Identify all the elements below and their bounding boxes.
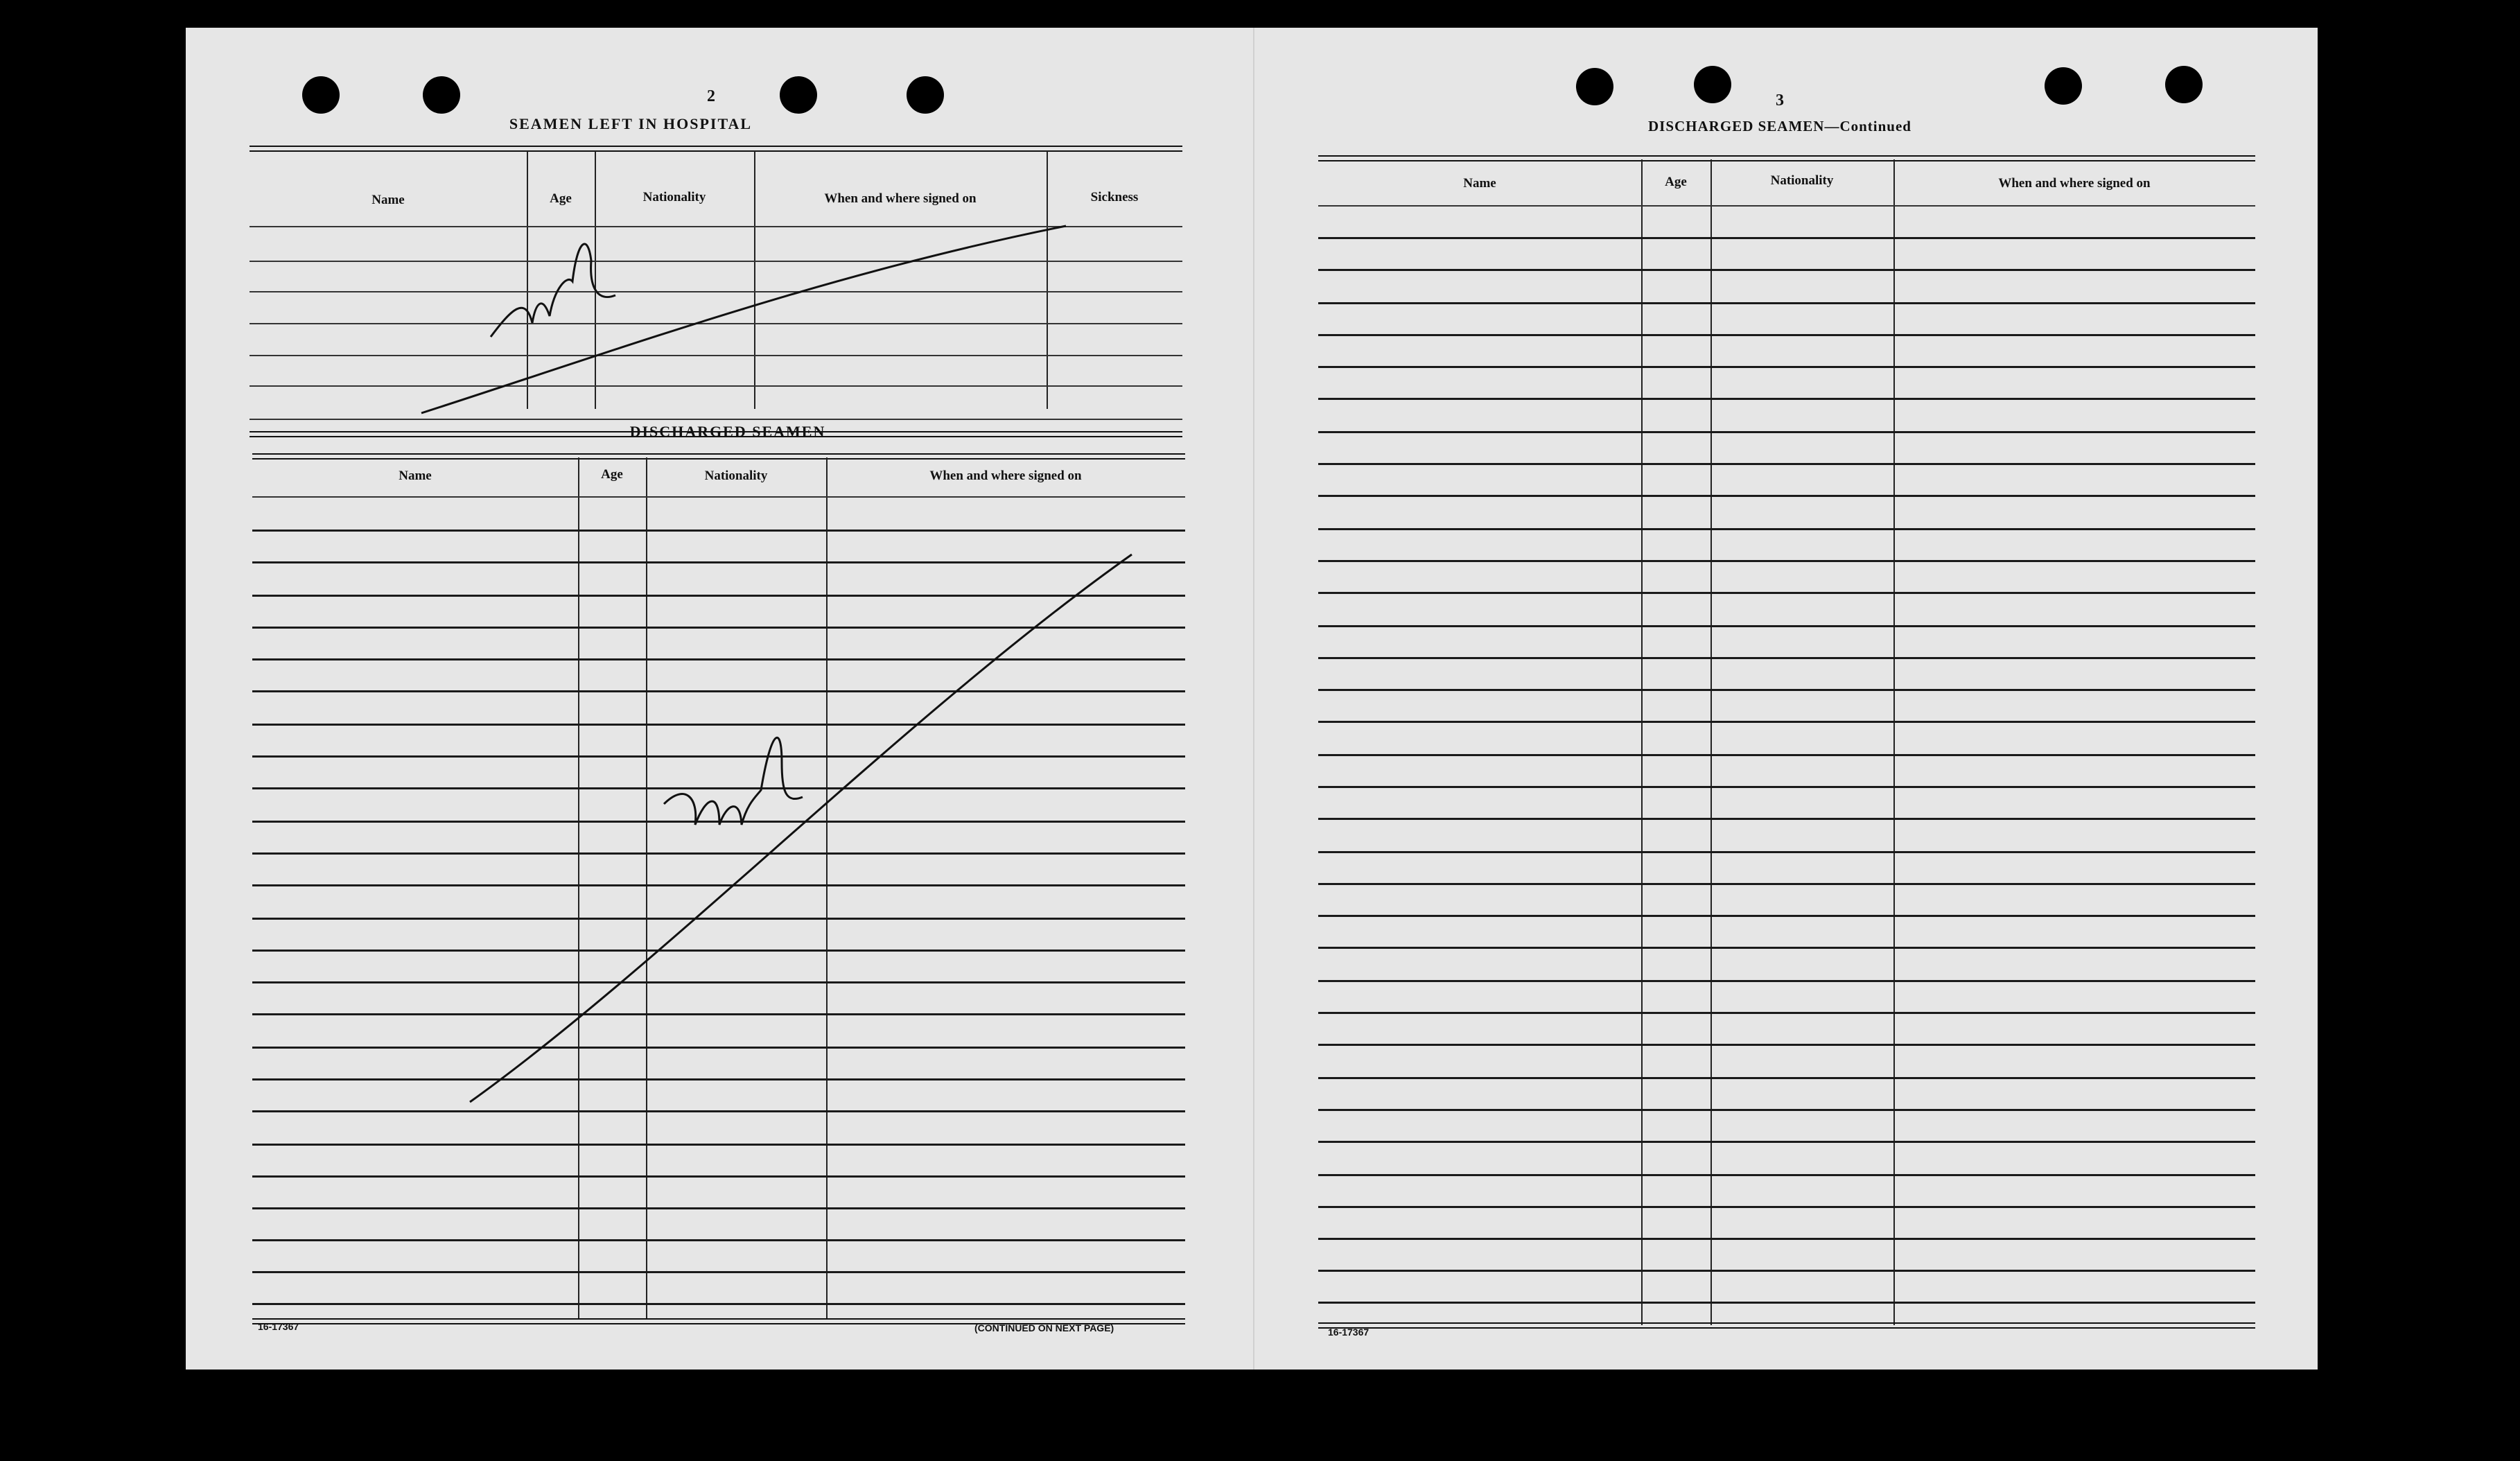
form-number: 16-17367 <box>1328 1327 1370 1338</box>
page-fold <box>1253 28 1254 1370</box>
punch-hole <box>780 76 817 114</box>
col-header-signed-on: When and where signed on <box>824 191 977 206</box>
page-number: 3 <box>1776 91 1784 110</box>
discharged-nil-strike <box>456 520 1135 1109</box>
discharged-continued-table <box>1318 155 2255 1347</box>
document-sheet <box>186 28 2318 1370</box>
punch-hole <box>2165 66 2203 103</box>
col-header-sickness: Sickness <box>1090 190 1139 204</box>
col-header-signed-on: When and where signed on <box>929 469 1082 483</box>
hospital-section-title: SEAMEN LEFT IN HOSPITAL <box>509 115 753 132</box>
punch-hole <box>1694 66 1731 103</box>
col-header-age: Age <box>601 467 623 482</box>
page-number: 2 <box>707 87 715 105</box>
discharged-continued-title: DISCHARGED SEAMEN—Continued <box>1648 118 1911 134</box>
discharged-section-title: DISCHARGED SEAMEN <box>629 423 826 440</box>
col-header-name: Name <box>399 469 432 483</box>
form-number: 16-17367 <box>258 1321 299 1332</box>
punch-hole <box>907 76 944 114</box>
col-header-signed-on: When and where signed on <box>1998 176 2151 191</box>
col-header-nationality: Nationality <box>704 469 768 483</box>
punch-hole <box>423 76 460 114</box>
col-header-name: Name <box>1463 176 1496 191</box>
hospital-nil-strike <box>408 191 1073 427</box>
punch-hole <box>2045 67 2082 105</box>
col-header-name: Name <box>371 193 405 207</box>
col-header-age: Age <box>1665 175 1687 189</box>
punch-hole <box>1576 68 1613 105</box>
punch-hole <box>302 76 340 114</box>
continued-note: (CONTINUED ON NEXT PAGE) <box>974 1322 1114 1333</box>
col-header-nationality: Nationality <box>1770 173 1834 188</box>
col-header-nationality: Nationality <box>642 190 706 204</box>
col-header-age: Age <box>550 191 572 206</box>
